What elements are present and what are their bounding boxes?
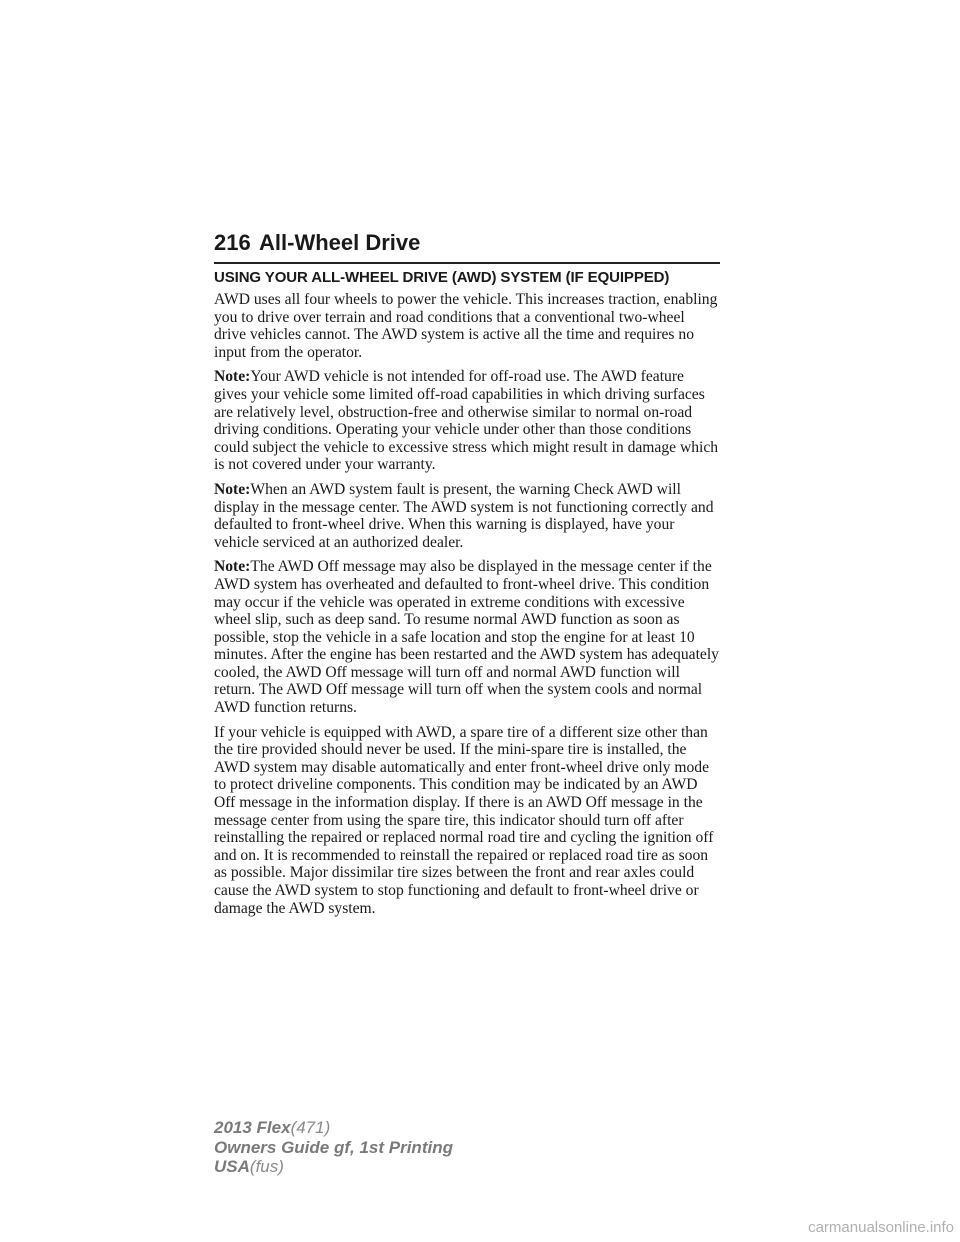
page-content xyxy=(214,269,720,924)
note-paragraph-2 xyxy=(214,481,720,551)
note-text-2: When an AWD system fault is present, the warning Check AWD will display in the message center. The AWD system is not functioning correctly and defaulted to front-wheel drive. When this warning is displayed, have your vehicle serviced at an authorized dealer. xyxy=(214,480,714,551)
note-paragraph-1 xyxy=(214,368,720,474)
watermark: carmanualsonline.info xyxy=(808,1219,954,1236)
footer-code: (471) xyxy=(290,1118,331,1137)
footer-model: 2013 Flex xyxy=(214,1118,291,1137)
footer-line-1 xyxy=(214,1118,453,1138)
document-footer xyxy=(214,1118,453,1177)
note-label: Note: xyxy=(214,558,251,576)
chapter-title: All-Wheel Drive xyxy=(259,230,421,255)
footer-line-2 xyxy=(214,1138,453,1158)
page-header xyxy=(214,228,720,264)
footer-market: USA xyxy=(214,1157,250,1176)
footer-market-code: (fus) xyxy=(249,1157,284,1176)
page-number: 216 xyxy=(214,230,251,255)
section-title: USING YOUR ALL-WHEEL DRIVE (AWD) SYSTEM (IF EQUIPPED) xyxy=(214,269,670,286)
footer-line-3 xyxy=(214,1157,453,1177)
footer-edition: Owners Guide gf, 1st Printing xyxy=(214,1137,453,1157)
note-paragraph-3 xyxy=(214,558,720,716)
note-text-1: Your AWD vehicle is not intended for off-road use. The AWD feature gives your vehicle some limited off-road capabilities in which driving surfaces are relatively level, obstruction-free and otherwise similar to normal on-road driving conditions. Operating your vehicle under other than those conditions could subject the vehicle to excessive stress which might result in damage which is not covered under your warranty. xyxy=(214,368,719,474)
intro-paragraph: AWD uses all four wheels to power the vehicle. This increases traction, enabling you to drive over terrain and road conditions that a conventional two-wheel drive vehicles cannot. The AWD system is active all the time and requires no input from the operator. xyxy=(214,291,718,361)
note-label: Note: xyxy=(214,368,251,386)
note-label: Note: xyxy=(214,480,251,498)
note-text-3: The AWD Off message may also be displayed in the message center if the AWD system has overheated and defaulted to front-wheel drive. This condition may occur if the vehicle was operated in extreme conditions with excessive wheel slip, such as deep sand. To resume normal AWD function as soon as possible, stop the vehicle in a safe location and stop the engine for at least 10 minutes. After the engine has been restarted and the AWD system has adequately cooled, the AWD Off message will turn off and normal AWD function will return. The AWD Off message will turn off when the system cools and normal AWD function returns. xyxy=(214,558,719,717)
spare-tire-paragraph: If your vehicle is equipped with AWD, a spare tire of a different size other than the tire provided should never be used. If the mini-spare tire is installed, the AWD system may disable automatically and enter front-wheel drive only mode to protect driveline components. This condition may be indicated by an AWD Off message in the information display. If there is an AWD Off message in the message center from using the spare tire, this indicator should turn off after reinstalling the repaired or replaced normal road tire and cycling the ignition off and on. It is recommended to reinstall the repaired or replaced road tire as soon as possible. Major dissimilar tire sizes between the front and rear axles could cause the AWD system to stop functioning and default to front-wheel drive or damage the AWD system. xyxy=(214,723,714,917)
